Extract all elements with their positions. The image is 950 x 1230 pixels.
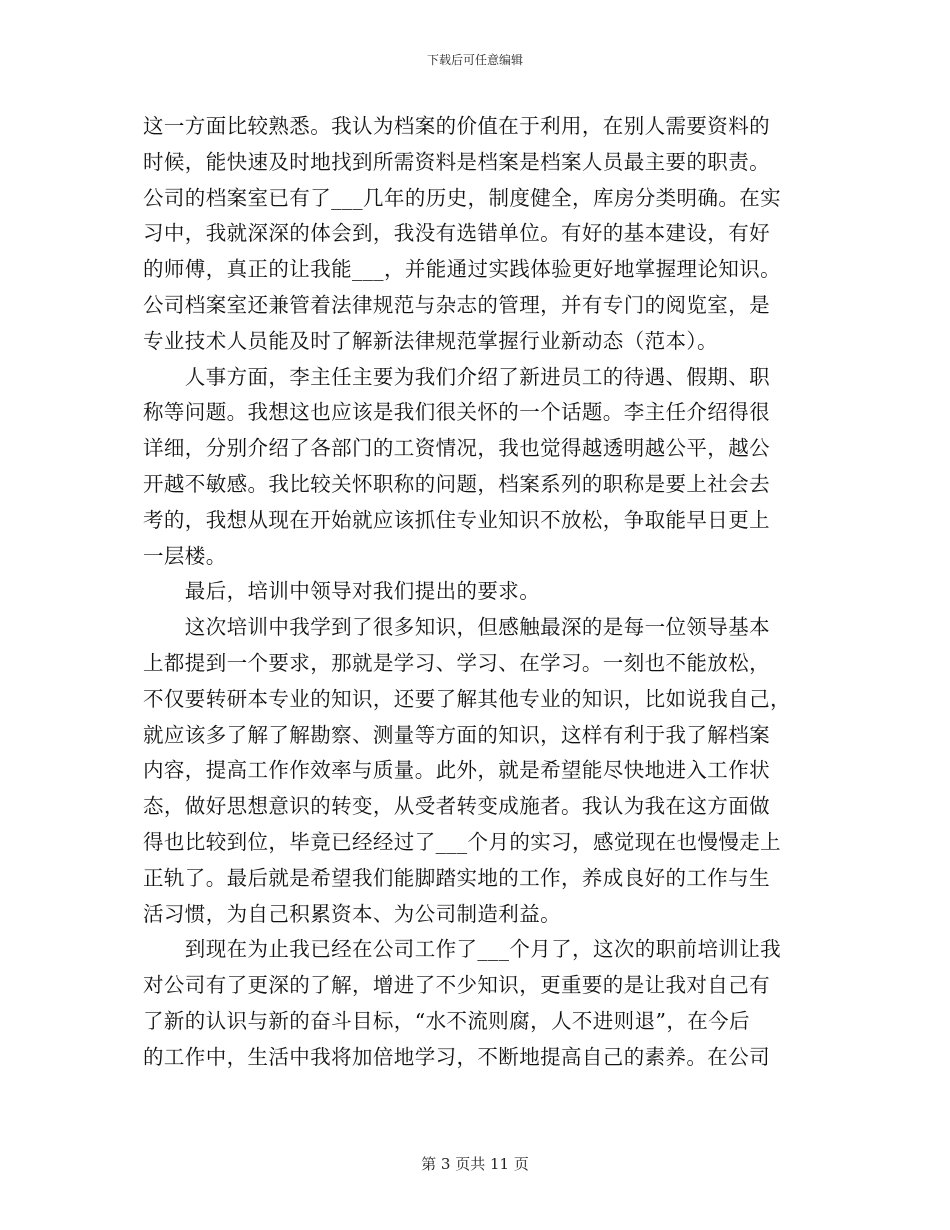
body-line: 了新的认识与新的奋斗目标，“水不流则腐，人不进则退”，在今后 [143, 1008, 750, 1033]
body-line: 最后，培训中领导对我们提出的要求。 [143, 579, 541, 604]
body-line: 得也比较到位，毕竟已经经过了___个月的实习，感觉现在也慢慢走上 [143, 829, 782, 854]
body-line: 开越不敏感。我比较关怀职称的问题，档案系列的职称是要上社会去 [143, 471, 770, 496]
page-header-note: 下载后可任意编辑 [426, 53, 523, 67]
body-line: 考的，我想从现在开始就应该抓住专业知识不放松，争取能早日更上 [143, 507, 770, 532]
body-line: 这次培训中我学到了很多知识，但感触最深的是每一位领导基本 [143, 615, 770, 640]
body-line: 时候，能快速及时地找到所需资料是档案是档案人员最主要的职责。 [143, 149, 770, 174]
body-line: 活习惯，为自己积累资本、为公司制造利益。 [143, 901, 561, 926]
body-line: 态，做好思想意识的转变，从受者转变成施者。我认为我在这方面做 [143, 794, 770, 819]
document-body [143, 109, 807, 1076]
body-line: 的工作中，生活中我将加倍地学习，不断地提高自己的素养。在公司 [143, 1044, 770, 1069]
body-line: 到现在为止我已经在公司工作了___个月了，这次的职前培训让我 [143, 937, 782, 962]
body-line: 上都提到一个要求，那就是学习、学习、在学习。一刻也不能放松， [143, 650, 770, 675]
body-line: 公司的档案室已有了___几年的历史，制度健全，库房分类明确。在实 [143, 185, 782, 210]
page-number-footer: 第 3 页共 11 页 [421, 1155, 529, 1173]
body-line: 详细，分别介绍了各部门的工资情况，我也觉得越透明越公平，越公 [143, 436, 770, 461]
body-line: 对公司有了更深的了解，增进了不少知识，更重要的是让我对自己有 [143, 973, 770, 998]
body-line: 习中，我就深深的体会到，我没有选错单位。有好的基本建设，有好 [143, 221, 770, 246]
body-line: 的师傅，真正的让我能___，并能通过实践体验更好地掌握理论知识。 [143, 257, 782, 282]
body-line: 就应该多了解了解勘察、测量等方面的知识，这样有利于我了解档案 [143, 722, 770, 747]
body-line: 不仅要转研本专业的知识，还要了解其他专业的知识，比如说我自己， [143, 686, 791, 711]
body-line: 称等问题。我想这也应该是我们很关怀的一个话题。李主任介绍得很 [143, 400, 770, 425]
body-line: 这一方面比较熟悉。我认为档案的价值在于利用，在别人需要资料的 [143, 114, 770, 138]
body-line: 专业技术人员能及时了解新法律规范掌握行业新动态（范本）。 [143, 328, 718, 353]
body-line: 公司档案室还兼管着法律规范与杂志的管理，并有专门的阅览室，是 [143, 292, 770, 317]
body-line: 人事方面，李主任主要为我们介绍了新进员工的待遇、假期、职 [143, 364, 770, 389]
body-line: 内容，提高工作作效率与质量。此外，就是希望能尽快地进入工作状 [143, 758, 770, 783]
body-line: 一层楼。 [143, 543, 227, 568]
body-line: 正轨了。最后就是希望我们能脚踏实地的工作，养成良好的工作与生 [143, 865, 770, 890]
